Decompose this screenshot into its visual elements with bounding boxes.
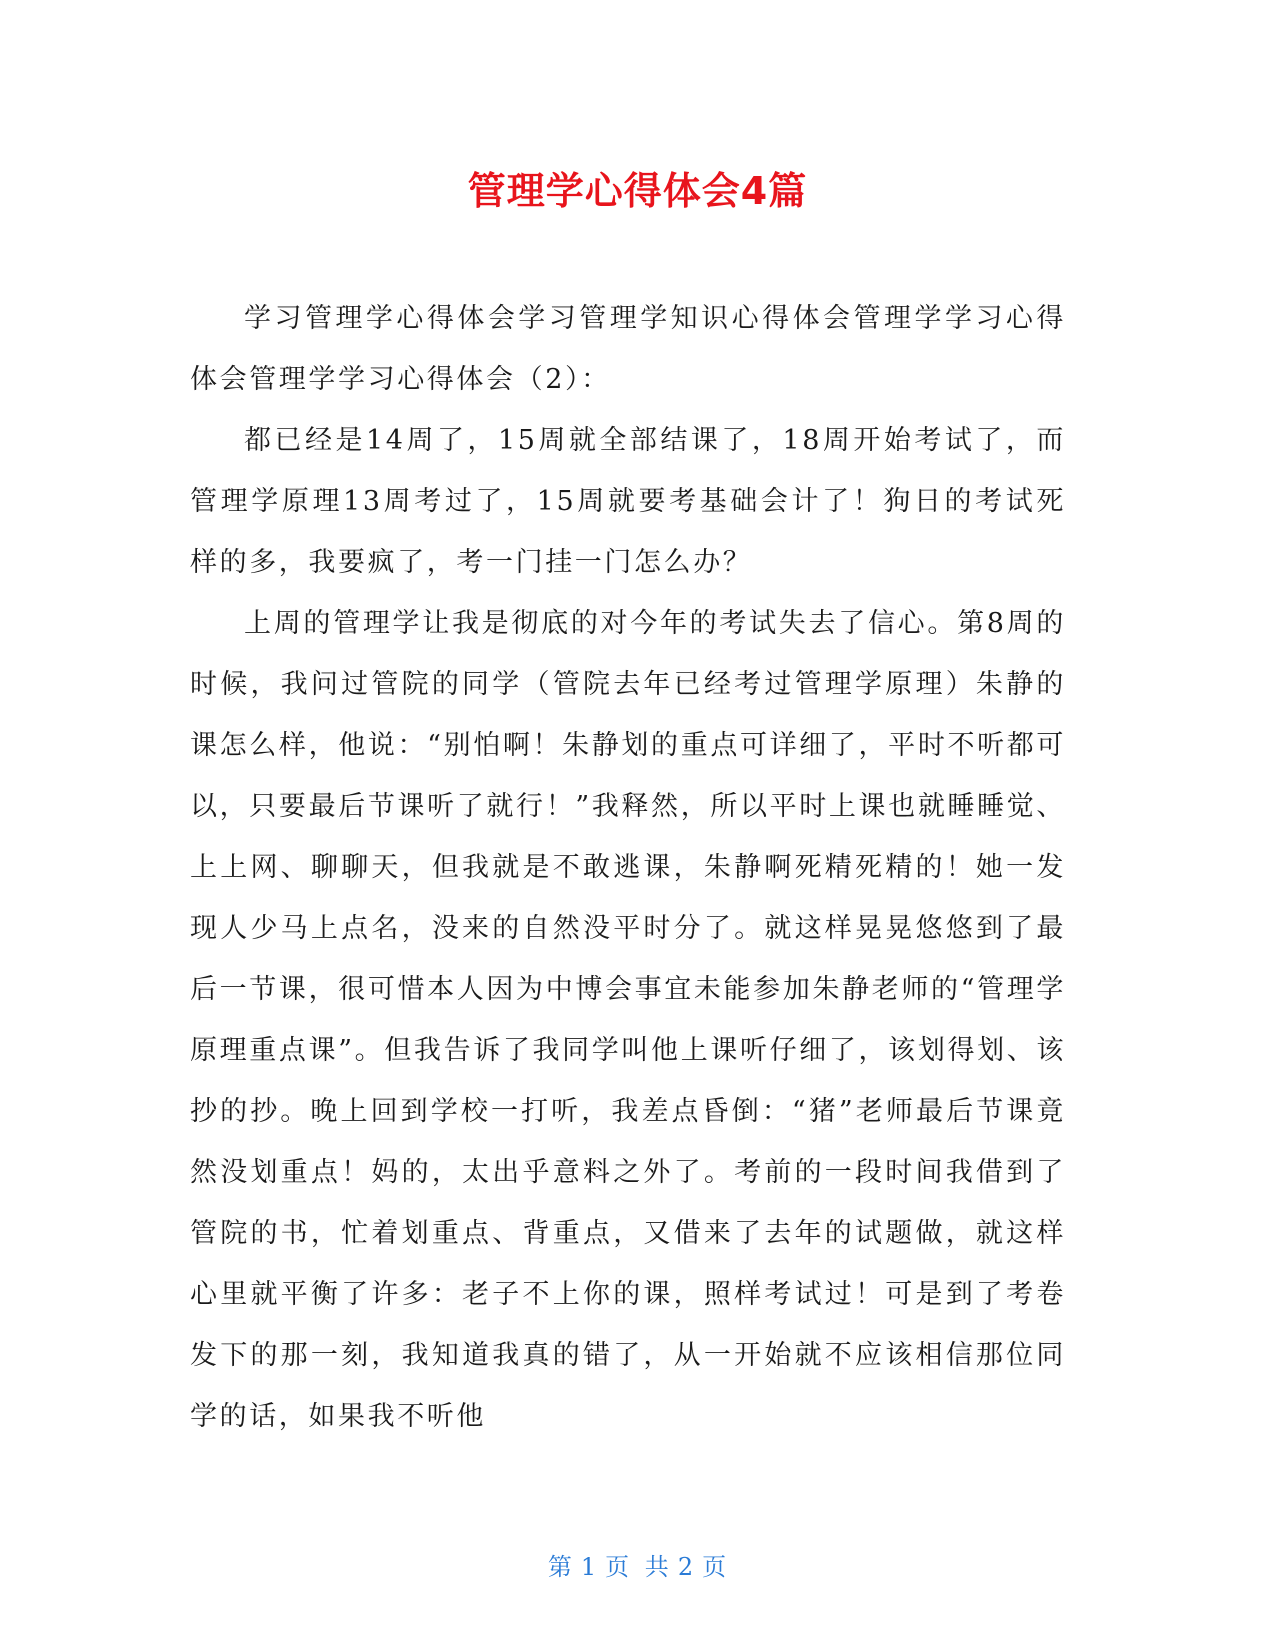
footer-current-page: 1 [580,1553,598,1581]
page-footer [0,1547,1275,1582]
footer-suffix: 页 [702,1553,728,1581]
document-title: 管理学心得体会4篇 [467,169,808,213]
document-body [190,288,1066,1447]
footer-prefix: 第 [547,1553,573,1581]
paragraph-intro: 学习管理学心得体会学习管理学知识心得体会管理学学习心得体会管理学学习心得体会（2）： [190,303,1066,395]
paragraph-management-class: 上周的管理学让我是彻底的对今年的考试失去了信心。第8周的时候，我问过管院的同学（管院去年已经考过管理学原理）朱静的课怎么样，他说：“别怕啊！朱静划的重点可详细了，平时不听都可以，只要最后节课听了就行！”我释然，所以平时上课也就睡睡觉、上上网、聊聊天，但我就是不敢逃课，朱静啊死精死精的！她一发现人少马上点名，没来的自然没平时分了。就这样晃晃悠悠到了最后一节课，很可惜本人因为中博会事宜未能参加朱静老师的“管理学原理重点课”。但我告诉了我同学叫他上课听仔细了，该划得划、该抄的抄。晚上回到学校一打听，我差点昏倒：“猪”老师最后节课竟然没划重点！妈的，太出乎意料之外了。考前的一段时间我借到了管院的书，忙着划重点、背重点，又借来了去年的试题做，就这样心里就平衡了许多：老子不上你的课，照样考试过！可是到了考卷发下的那一刻，我知道我真的错了，从一开始就不应该相信那位同学的话，如果我不听他 [190,608,1066,1432]
footer-middle: 页 共 [605,1553,670,1581]
paragraph-exam-schedule: 都已经是14周了，15周就全部结课了，18周开始考试了，而管理学原理13周考过了，15周就要考基础会计了！狗日的考试死样的多，我要疯了，考一门挂一门怎么办？ [190,425,1066,578]
footer-total-pages: 2 [677,1553,695,1581]
